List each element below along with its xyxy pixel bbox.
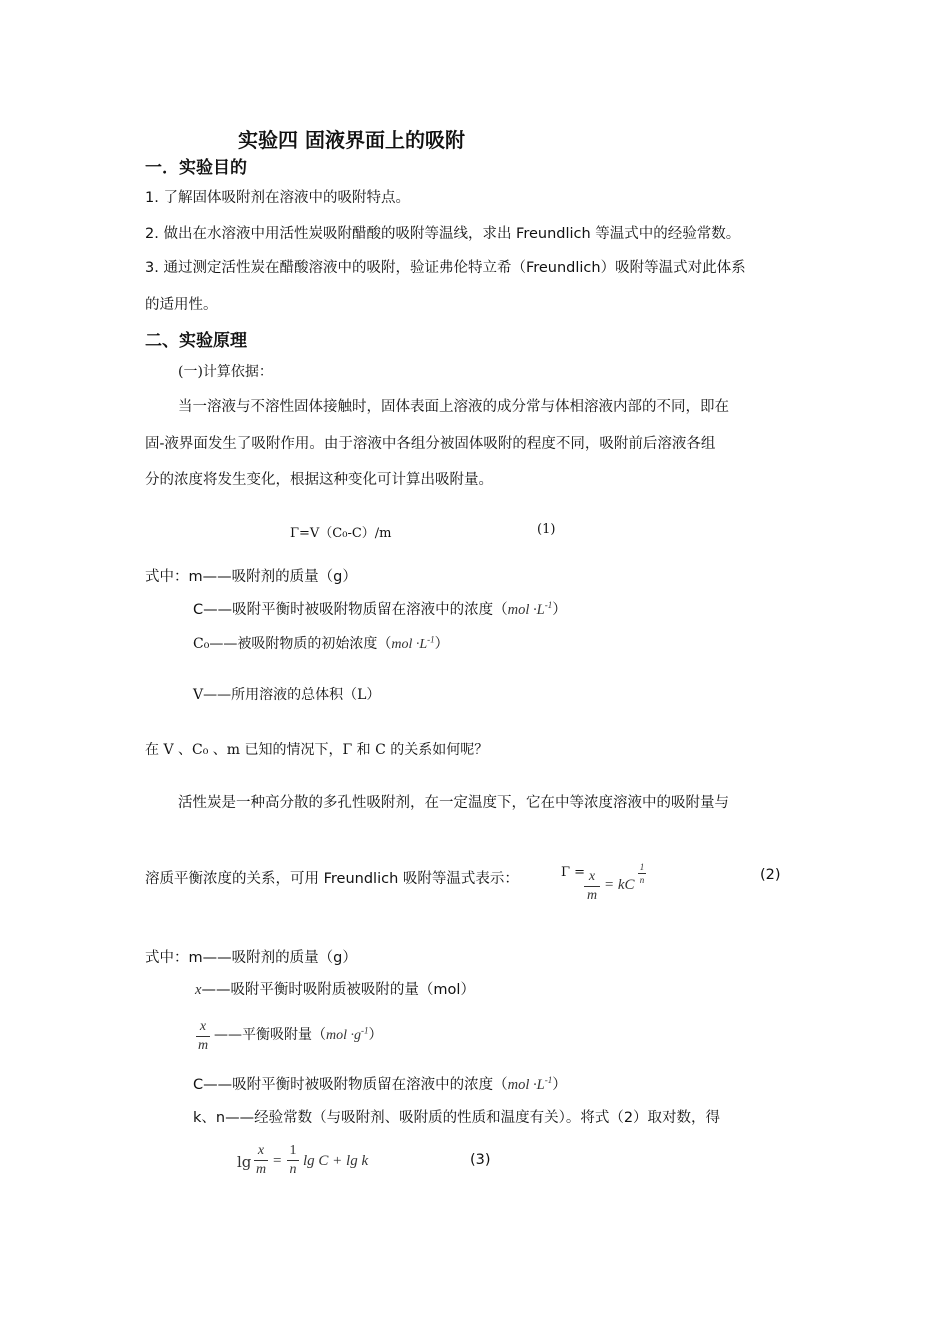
- para3-line: 溶质平衡浓度的关系，可用 Freundlich 吸附等温式表示：: [145, 871, 519, 887]
- eq2-exp-num: 1: [639, 862, 645, 872]
- equation-1: Γ=V（C₀-C）/m: [290, 526, 392, 541]
- fraction-bar: [254, 1160, 268, 1161]
- fraction-bar: [584, 886, 600, 887]
- def-C: [193, 598, 567, 619]
- eq2-exponent: [638, 862, 646, 885]
- x-symbol: x: [195, 982, 202, 998]
- unit-exponent: -1: [361, 1025, 369, 1036]
- equation-2-number: (2): [760, 867, 781, 883]
- eq2-fraction: [584, 869, 600, 904]
- eq2-rhs: = kC: [604, 877, 635, 893]
- unit-exponent: -1: [544, 600, 553, 611]
- doc-title: 实验四 固液界面上的吸附: [238, 128, 465, 152]
- equation-3-number: (3): [470, 1152, 491, 1168]
- def-xm-text: ——平衡吸附量（: [214, 1027, 326, 1043]
- def-V: V——所用溶液的总体积（L）: [193, 687, 381, 703]
- xm-denominator: m: [197, 1038, 209, 1053]
- eq3-n: n: [289, 1162, 297, 1177]
- xm-numerator: x: [199, 1019, 207, 1034]
- eq3-rest: lg C + lg k: [303, 1153, 369, 1169]
- section2-heading: 二、实验原理: [145, 331, 247, 351]
- fraction-bar: [196, 1036, 210, 1037]
- para-line-2: 固-液界面发生了吸附作用。由于溶液中各组分被固体吸附的程度不同，吸附前后溶液各组: [145, 436, 716, 452]
- goal-3-cont: 的适用性。: [145, 297, 218, 313]
- eq2-denominator: m: [586, 888, 598, 903]
- eq2-exp-den: n: [639, 875, 645, 885]
- def-C2-text: C——吸附平衡时被吸附物质留在溶液中的浓度（: [193, 1077, 508, 1093]
- unit-mol-per-L: mol ·L: [507, 602, 545, 618]
- eq2-numerator: x: [588, 869, 596, 884]
- fraction-bar: [287, 1160, 299, 1161]
- unit-mol-per-L: mol ·L: [507, 1077, 545, 1093]
- eq3-m: m: [255, 1162, 267, 1177]
- eq3-one: 1: [289, 1143, 297, 1158]
- where-2: 式中：m——吸附剂的质量（g）: [145, 950, 357, 966]
- unit-mol-per-L: mol ·L: [391, 637, 428, 652]
- para2-line: 活性炭是一种高分散的多孔性吸附剂，在一定温度下，它在中等浓度溶液中的吸附量与: [178, 795, 729, 811]
- def-k-n: k、n——经验常数（与吸附剂、吸附质的性质和温度有关）。将式（2）取对数，得: [193, 1110, 721, 1126]
- eq3-fraction-1n: [287, 1143, 299, 1178]
- close-paren: ）: [552, 602, 567, 618]
- para-line-1: 当一溶液与不溶性固体接触时，固体表面上溶液的成分常与体相溶液内部的不同，即在: [178, 399, 729, 415]
- eq3-equals: =: [273, 1153, 282, 1169]
- unit-mol-per-g: mol ·g: [326, 1028, 361, 1043]
- def-C-2: [193, 1073, 567, 1094]
- eq3-x: x: [257, 1143, 265, 1158]
- def-x: [195, 978, 475, 999]
- goal-3: 3. 通过测定活性炭在醋酸溶液中的吸附，验证弗伦特立希（Freundlich）吸附等温式对此体系: [145, 260, 746, 276]
- para-line-3: 分的浓度将发生变化，根据这种变化可计算出吸附量。: [145, 472, 493, 488]
- fraction-bar: [638, 873, 646, 874]
- unit-exponent: -1: [427, 634, 435, 645]
- goal-2: 2. 做出在水溶液中用活性炭吸附醋酸的吸附等温线，求出 Freundlich 等温式中的经验常数。: [145, 226, 741, 242]
- unit-exponent: -1: [544, 1075, 553, 1086]
- def-C0-text: C₀——被吸附物质的初始浓度（: [193, 636, 392, 652]
- eq2-lhs: Γ =: [561, 865, 586, 880]
- question-line: 在 V 、C₀ 、m 已知的情况下，Γ 和 C 的关系如何呢？: [145, 742, 489, 758]
- equation-1-number: (1): [537, 522, 556, 537]
- def-C0: [193, 633, 449, 653]
- goal-1: 1. 了解固体吸附剂在溶液中的吸附特点。: [145, 190, 410, 206]
- def-x-text: ——吸附平衡时吸附质被吸附的量（mol）: [201, 982, 475, 998]
- def-xm: [214, 1024, 383, 1044]
- eq3-fraction-xm: [254, 1143, 268, 1178]
- close-paren: ）: [434, 636, 449, 652]
- eq3-lg: lg: [237, 1153, 252, 1171]
- where-1: 式中：m——吸附剂的质量（g）: [145, 569, 357, 585]
- close-paren: ）: [368, 1027, 383, 1043]
- section1-heading: 一．实验目的: [145, 158, 247, 178]
- def-C-text: C——吸附平衡时被吸附物质留在溶液中的浓度（: [193, 602, 508, 618]
- xm-fraction: [196, 1019, 210, 1054]
- close-paren: ）: [552, 1077, 567, 1093]
- subheading-basis: (一)计算依据：: [178, 364, 273, 380]
